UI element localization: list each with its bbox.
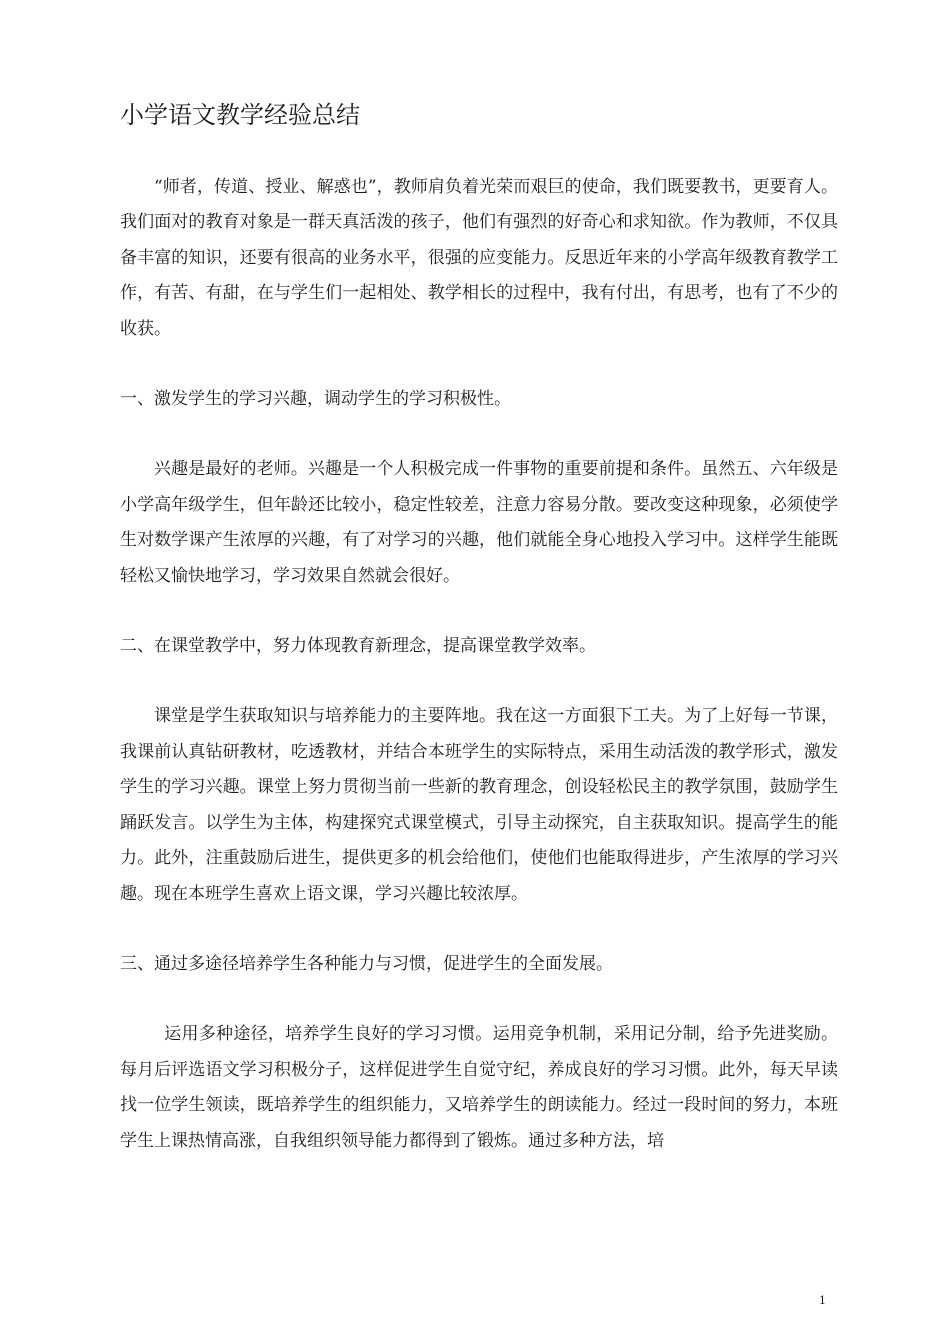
paragraph-gap	[120, 664, 838, 699]
section-body-3: 运用多种途径，培养学生良好的学习习惯。运用竞争机制，采用记分制，给予先进奖励。每月后评选语文学习积极分子，这样促进学生自觉守纪，养成良好的学习习惯。此外，每天早读找一位学生领读，既培养学生的组织能力，又培养学生的朗读能力。经过一段时间的努力，本班学生上课热情高涨，自我组织领导能力都得到了锻炼。通过多种方法，培	[120, 1024, 838, 1151]
page-number: 1	[819, 1294, 826, 1307]
paragraph-gap	[120, 417, 838, 452]
document-body	[120, 170, 838, 1159]
paragraph-gap	[120, 594, 838, 629]
paragraph-gap	[120, 912, 838, 947]
intro-paragraph: “师者，传道、授业、解惑也”，教师肩负着光荣而艰巨的使命，我们既要教书，更要育人。我们面对的教育对象是一群天真活泼的孩子，他们有强烈的好奇心和求知欲。作为教师，不仅具备丰富的知识，还要有很高的业务水平，很强的应变能力。反思近年来的小学高年级教育教学工作，有苦、有甜，在与学生们一起相处、教学相长的过程中，我有付出，有思考，也有了不少的收获。	[120, 177, 838, 339]
paragraph-gap	[120, 347, 838, 382]
paragraph-gap	[120, 982, 838, 1017]
document-title: 小学语文教学经验总结	[120, 101, 360, 129]
section-heading-1: 一、激发学生的学习兴趣，调动学生的学习积极性。	[120, 389, 511, 410]
section-heading-3: 三、通过多途径培养学生各种能力与习惯，促进学生的全面发展。	[120, 953, 613, 974]
section-body-1: 兴趣是最好的老师。兴趣是一个人积极完成一件事物的重要前提和条件。虽然五、六年级是小学高年级学生，但年龄还比较小，稳定性较差，注意力容易分散。要改变这种现象，必须使学生对数学课产生浓厚的兴趣，有了对学习的兴趣，他们就能全身心地投入学习中。这样学生能既轻松又愉快地学习，学习效果自然就会很好。	[120, 459, 838, 586]
section-heading-2: 二、在课堂教学中，努力体现教育新理念，提高课堂教学效率。	[120, 636, 596, 657]
section-body-2: 课堂是学生获取知识与培养能力的主要阵地。我在这一方面狠下工夫。为了上好每一节课，我课前认真钻研教材，吃透教材，并结合本班学生的实际特点，采用生动活泼的教学形式，激发学生的学习兴趣。课堂上努力贯彻当前一些新的教育理念，创设轻松民主的教学氛围，鼓励学生踊跃发言。以学生为主体，构建探究式课堂模式，引导主动探究，自主获取知识。提高学生的能力。此外，注重鼓励后进生，提供更多的机会给他们，使他们也能取得进步，产生浓厚的学习兴趣。现在本班学生喜欢上语文课，学习兴趣比较浓厚。	[120, 706, 838, 904]
page-number-footer	[0, 1294, 950, 1308]
